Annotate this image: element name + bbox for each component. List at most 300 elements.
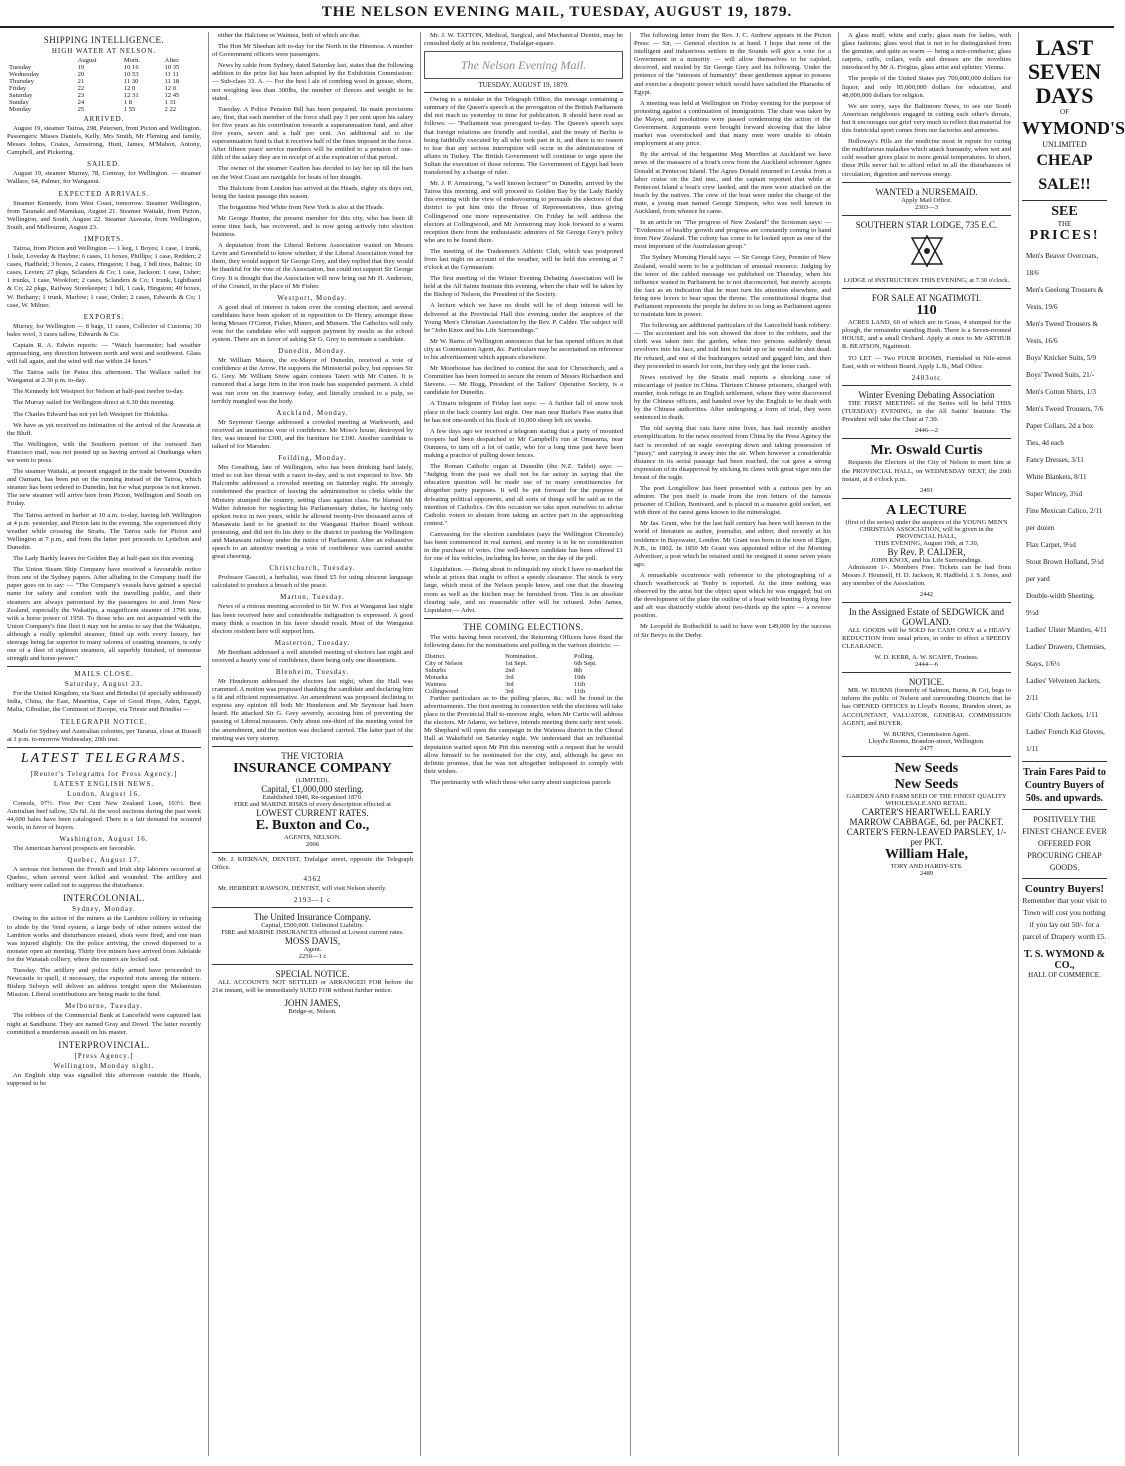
divider <box>1022 878 1107 879</box>
news-paragraph: Mr Henderson addressed the electors last night, when the Hall was crammed. A motion was proposed thanking the candidate and declaring him a fit and efficient representative. An amendment was proposed declining to express any opinion till both Mr Henderson and Mr Seymour had been heard. He attacked Sir G. Grey severely, accusing him of preventing the passing of Liberal measures. Only about one-third of the meeting voted for the amendment, and the motion was declared carried. The latter part of the meeting was very stormy. <box>212 678 413 742</box>
ad-line: (first of the series) under the auspices of the YOUNG MEN'S CHRISTIAN ASSOCIATION, will be given in the PROVINCIAL HALL, <box>845 518 1008 540</box>
arrived-heading: ARRIVED. <box>83 115 125 123</box>
lecture-ad <box>842 503 1011 598</box>
elec-cell: 3rd <box>505 681 514 688</box>
sale-ad <box>842 293 1011 351</box>
ad-line: Lloyd's Rooms, Brandon-street, Wellington. <box>868 737 985 745</box>
ad-big-number: 110 <box>916 302 937 318</box>
elec-cell: 8th <box>574 667 583 674</box>
price-list <box>1022 248 1107 758</box>
divider <box>842 672 1011 673</box>
list-item: Ties, 4d each <box>1026 439 1064 447</box>
news-paragraph: Canvassing for the election candidates (says the Wellington Chronicle) has been commenced in real earnest, and money is to be no consideration in the purchase of votes. One well-known candidate has been offered £1 for one of his vehicles, including his horse, on the day of the poll. <box>424 530 623 563</box>
divider <box>424 92 623 93</box>
debating-ad <box>842 390 1011 434</box>
estate-ad <box>842 607 1011 668</box>
ad-title: FOR SALE AT NGATIMOTI. <box>871 292 982 303</box>
elec-cell: Suburbs <box>425 667 446 674</box>
elec-cell: City of Nelson <box>425 660 463 667</box>
ad-number: 2489 <box>919 869 934 877</box>
ad-line: GARDEN AND FARM SEED OF THE FINEST QUALITY WHOLESALE AND RETAIL. <box>846 792 1007 807</box>
table-row <box>7 85 201 92</box>
tide-cell: Saturday <box>9 92 33 99</box>
news-paragraph: Mr Seymour George addressed a crowded meeting at Warkworth, and received an unanimous vote of confidence. Mr Moss's house, destroyed by fire, was insured for £300, and the furniture for £100. Another candidate is talked of for Marsden. <box>212 418 413 451</box>
elec-cell: 1st Sept. <box>505 660 528 667</box>
table-row <box>7 99 201 106</box>
news-paragraph: The writs having been received, the Returning Officers have fixed the following dates for the nominations and polling in the various districts: — <box>424 633 623 649</box>
list-item: Men's Beaver Overcoats, 18/6 <box>1026 252 1099 277</box>
ad-line: POSITIVELY THE FINEST CHANCE EVER OFFERED FOR PROCURING CHEAP GOODS. <box>1022 815 1107 872</box>
ad-body: THE FIRST MEETING of the Series will be held THIS (TUESDAY) EVENING, in the All Saints' Institute. The President will take the Chair at 7.30. <box>842 400 1011 424</box>
arrived-text: August 19, steamer Tairoa, 298, Petersen, from Picton and Wellington. Passengers: Misses Daniels, Kelly, Mrs Smith, Mr Fleming and family, Messrs Johns, Coates, Armstrong, Hunt, James, M'Mahon, Antony, Campbell, and Pickering. <box>7 125 201 157</box>
ad-line: THE <box>1057 220 1072 228</box>
divider <box>212 964 413 965</box>
table-row <box>7 78 201 85</box>
divider <box>212 907 413 908</box>
dateline: Blenheim, Tuesday. <box>275 668 350 676</box>
list-item: Flax Carpet, 9½d <box>1026 541 1076 549</box>
press-agency-note: [Press Agency.] <box>74 1051 134 1060</box>
table-row <box>424 660 623 667</box>
news-paragraph: News received by the Straits mail reports a shocking case of miscarriage of justice in China. Thirteen Chinese prisoners, charged with murder, took refuge in an English settlement, where they were discovered by the Chinese officers, and handed over by the English to be dealt with by the Chinese authorities. After undergoing a form of trial, they were sentenced to death. <box>634 373 831 422</box>
news-paragraph: Mr George Hunter, the present member for this city, who has been ill some time back, has recovered, and is now going actively into election business. <box>212 214 413 239</box>
ad-line: MOSS DAVIS, <box>284 936 341 947</box>
expected-heading: EXPECTED ARRIVALS. <box>58 189 150 198</box>
expected-text: Steamer Kennedy, from West Coast, tomorrow. Steamer Wellington, from Taranaki and Manukau, August 21. Steamer Waitaki, from Picton, Wellington, and South, August 22. Steamer Atawata, from Wellington, South, and Melbourne, August 23. <box>7 199 201 231</box>
dentist-ad: Mr. HERBERT RAWSON, DENTIST, will visit Nelson shortly. <box>218 884 387 892</box>
sailed-heading: SAILED. <box>87 160 121 169</box>
news-paragraph: The Union Steam Ship Company have received a favourable notice from one of the Sydney papers. After alluding to the Company itself the paper goes on to say: — "The Company's vessels have gained a special name for safety and comfort with the travelling public, and their steamers are always patronised by the passengers to and from New Zealand, especially the Wakatipu, a magnificent steamer of 1796 tons, with a horse power of 1950. To those who are not acquainted with the Union Company's fine fleet it may not be amiss to say that the Wakatipu, although a really splendid steamer, fitted up with every luxury, her steerage being far superior to many saloons of coasting steamers, is only one of a fleet of eighteen steamers, all superbly finished, of immense strength and horse-power." <box>7 566 201 663</box>
column-2 <box>208 32 416 1456</box>
elec-cell: 6th Sept. <box>574 660 597 667</box>
news-paragraph: The Wellington, with the Southern portion of the outward San Francisco mail, was not posted up as having arrived at Onehunga when we went to press. <box>7 440 201 464</box>
news-paragraph: The Charles Edward has not yet left Westport for Hokitika. <box>13 410 169 418</box>
tide-cell: Monday <box>9 106 31 113</box>
news-paragraph: The meeting of the Tradesmen's Athletic Club, which was postponed from last night on account of the weather, will be held this evening at 7 o'clock at the Gymnasium. <box>424 247 623 272</box>
divider <box>842 215 1011 216</box>
telegraph-heading: TELEGRAPH NOTICE. <box>60 717 148 726</box>
elec-col: Nomination. <box>505 653 538 660</box>
news-paragraph: News by cable from Sydney, dated Saturday last, states that the following addition to the prize list has been adopted by the Exhibition Commission: — Sub-class 33. A. — For the best l ale of combing wool in grease, shorn, not weighing less than 300lbs, the number of fleeces and weight to be stated. <box>212 62 413 102</box>
list-item: Men's Tweed Trousers, 7/6 <box>1026 405 1104 413</box>
reuters-note: [Reuter's Telegrams for Press Agency.] <box>30 769 178 778</box>
list-item: Boys' Tweed Suits, 21/- <box>1026 371 1095 379</box>
list-item: White Blankets, 8/11 <box>1026 473 1087 481</box>
ad-line: Capital, £500,000. Unlimited Liability. <box>261 922 364 930</box>
news-paragraph: The brigantine Ned White from New York is also at the Heads. <box>218 203 384 211</box>
news-paragraph: The following are additional particulars of the Lancefield bank robbery: — The accountant and his son showed the door to the robbers, and the clerk was taken into the garden, when two persons suddenly thrust revolvers into his face, and told him to hold up or he would be shot dead. He refused, and one of the bushrangers seized and gagged him, and then they proceeded to search for coin, but they only got the loose cash. <box>634 322 831 370</box>
news-paragraph: The first meeting of the Winter Evening Debating Association will be held at the All Saints Institute this evening, when the chair will be taken by the Bishop of Nelson, the President of the Society. <box>424 275 623 299</box>
ad-line: CARTER'S HEARTWELL EARLY MARROW CABBAGE, 6d. per PACKET. <box>849 806 1004 827</box>
news-paragraph: Liquidation. — Being about to relinquish my stock I have re-marked the whole at prices that ought to effect a speedy clearance. The stock is very large, which most of the Nelson people know, and one that the drawing room as well as the kitchen may be furnished from. This is an absolute clearing sale, and no reasonable offer will be refused. John James, Liquidator.— Advt. <box>424 566 623 614</box>
ad-line: JOHN JAMES, <box>284 998 341 1009</box>
positively-ad <box>1022 814 1107 874</box>
ad-line: W. D. KERR, A. W. SCAIFE, Trustees. <box>874 654 979 662</box>
table-row <box>7 64 201 71</box>
news-paragraph: A glass muff, white and curly; glass mats for ladies, with glass fashions; glass wool that is not to be distinguished from the genuine, and quite as warm — being a non-conductor; glass carpets, cuffs, collars, veils and dresses are the novelties introduced by Mr A. Frogius, glass artist and splinter, Vienna. <box>842 32 1011 72</box>
ad-line: W. BURNS, Commission Agent. <box>883 730 970 738</box>
mails-text: For the United Kingdom, via Suez and Brindisi (if specially addressed) India, China, the East, Mauritius, Cape of Good Hope, Aden, Egypt, Malta, Gibraltar, the Continent of Europe, via Trieste and Brindisi — <box>7 690 201 714</box>
divider <box>842 756 1011 757</box>
tide-cell: 11 30 <box>123 78 139 85</box>
ad-title: SOUTHERN STAR LODGE, 735 E.C. <box>855 219 998 230</box>
news-paragraph: Mr Leopold de Rothschild is said to have won £49,000 by the success of Sir Bevys in the Derby. <box>634 623 831 639</box>
tide-col: August <box>77 57 97 64</box>
list-item: Ladies' Velveteen Jackets, 2/11 <box>1026 677 1101 702</box>
divider <box>1022 809 1107 810</box>
divider <box>212 852 413 853</box>
ad-line: SEE <box>1051 204 1078 219</box>
news-paragraph: Consols, 97½. Five Per Cent New Zealand Loan, 103½. Best Australian beef tallow, 32s 6d. At the wool auctions during the past week 44,600 bales have been catalogued. There is a fair demand for scoured wools, in favor of buyers. <box>7 799 201 831</box>
masthead <box>0 0 1114 28</box>
dateline: Christchurch, Tuesday. <box>269 564 356 573</box>
news-paragraph: The following letter from the Rev. J. C. Andrew appears in the Picton Press: — Sir, — General election is at hand. I hope that none of the intelligent and industrious settlers in the Sounds will give a vote for a Government in a minority — will allow themselves to be cajoled, deceived, and misled by Sir George Grey and his following. Under the pretence of the "interests of humanity" these gentlemen appear to possess and exercise a despotic power which would have satisfied the Pharaohs of Egypt. <box>634 32 831 96</box>
exports-text: Murray, for Wellington — 8 bags, 11 cases, Collector of Customs; 30 bales wool, 3 cases tallow, Edwards & Co. <box>7 322 201 338</box>
ad-line: (LIMITED). <box>295 776 330 784</box>
elec-cell: 3rd <box>505 674 514 681</box>
list-item: Ladies' French Kid Gloves, 1/11 <box>1026 728 1105 753</box>
train-fares-ad <box>1022 766 1107 805</box>
divider <box>842 498 1011 499</box>
column-6 <box>1018 32 1125 1456</box>
news-paragraph: We have as yet received no intimation of the arrival of the Arawata at the Bluff. <box>7 421 201 437</box>
news-paragraph: News of a riotous meeting accorded to Sir W. Fox at Wanganui last night has been received here and considerable indignation is expressed. A good many think a reaction in his favor should result. Most of the Wanganui electors resident here will support him. <box>212 603 413 635</box>
ad-number: 2442 <box>919 591 934 598</box>
news-paragraph: Mr Beetham addressed a well attended meeting of electors last night and received a hearty vote of confidence, there being only one dissentient. <box>212 648 413 664</box>
news-paragraph: Mr William Mason, the ex-Mayor of Dunedin, received a vote of confidence at the Arrow. He supports the Ministerial policy, but opposes Sir G. Grey. Mr William Snow again contests Taieri with Mr Cutten. It is rumored that a large firm in the iron trade has suspended payment. A child was run over on the tramway today, and literally crushed to a pulp, so terribly mangled was the body. <box>212 357 413 405</box>
tide-cell: 10 35 <box>164 64 180 71</box>
tide-cell: 21 <box>77 78 85 85</box>
divider <box>1022 761 1107 762</box>
news-paragraph: Mr Moorhouse has declined to contest the seat for Christchurch, and a Committee has been formed to secure the return of Messrs Richardson and Stevens. — Mr Hogg, President of the Tailors' Operative Society, is a candidate for Dunedin. <box>424 365 623 397</box>
dateline: Sydney, Monday. <box>72 905 136 914</box>
ad-line: FIRE and MARINE INSURANCES effected at Lowest current rates. <box>221 929 404 937</box>
ad-number: 2066 <box>305 840 320 848</box>
ad-title: New Seeds <box>894 776 959 792</box>
victoria-insurance-ad <box>212 751 413 848</box>
elec-col: Polling. <box>574 653 595 660</box>
ad-line: Agent. <box>303 946 322 954</box>
ad-line: Train Fares Paid to Country Buyers of 50s. and upwards. <box>1023 767 1106 804</box>
ad-number: 2491 <box>919 486 934 494</box>
list-item: Men's Tweed Trousers & Vests, 16/6 <box>1026 320 1098 345</box>
ad-title: The United Insurance Company. <box>254 912 371 923</box>
ad-line: JOHN KNOX, and his Life Surroundings. <box>870 556 983 564</box>
column-1 <box>4 32 204 1456</box>
mails-date: Saturday, August 23. <box>64 680 144 689</box>
ad-title: WANTED a NURSEMAID. <box>875 186 978 197</box>
ad-title: A LECTURE <box>886 502 967 518</box>
elec-cell: Waimea <box>425 681 446 688</box>
dateline: Melbourne, Tuesday. <box>65 1002 143 1011</box>
news-paragraph: A deputation from the Liberal Reform Association waited on Messrs Levin and Greenfield to know whether, if the Liberal Association voted for them, they would support Sir George Grey, and they replied that they would be thankful for the vote of the Association, but could not support Sir George Grey. It is thought that the Association will now bring out Mr H. Anderson, of the Council, in the place of Mr Fisher. <box>212 242 413 290</box>
latest-telegrams-heading: LATEST TELEGRAMS. <box>20 750 188 766</box>
news-paragraph: Owing to the action of the miners at the Lambton colliery in refusing to abide by the Vend system, a large body of other miners seized the Lambton works and disturbances ensued, shots were fired, and one man was injured slightly. On the police arriving, the crowd dispersed to a monster open air meeting. Thirty five miners have arrived from Adelaide for the Wanatah colliery, where the miners are locked out. <box>7 915 201 963</box>
list-item: Stout Brown Holland, 5½d per yard <box>1026 558 1104 583</box>
news-paragraph: The poet Longfellow has been presented with a curious pen by an admirer. The pen itself is made from the iron fetters of the famous prisoner of Chillon, Bonivard, and is placed in a massive gold socket, set with three of the rarest gems known to the mineralogist. <box>634 484 831 517</box>
ad-line: TORY AND HARDY-STS. <box>890 862 963 870</box>
ad-line: Bridge-st, Nelson. <box>288 1008 337 1016</box>
news-paragraph: Tuesday. The artillery and police fully armed have proceeded to Newcastle to quell, if necessary, the expected riots among the miners. Bishop Selwyn will deliver an address tonight upon the Melanesian Mission. Liberal contributions are being made to the fund. <box>7 967 201 999</box>
divider <box>7 666 201 667</box>
news-paragraph: The Kennedy left Westport for Nelson at half-past twelve to-day. <box>13 388 185 396</box>
ad-title: In the Assigned Estate of SEDGWICK and GOWLAND. <box>849 607 1004 627</box>
list-item: Ladies' Drawers, Chemises, Stays, 1/6½ <box>1026 643 1106 668</box>
tide-cell: Friday <box>9 85 27 92</box>
tide-cell: 22 <box>77 85 85 92</box>
dateline: Masterton, Tuesday. <box>274 638 351 647</box>
ad-body: Admission 1/-. Members Free. Tickets can be had from Messrs J. Hounsell, H. D. Jackson, R. Hadfield, J. S. Jones, and any member of the Association. <box>842 563 1011 587</box>
tide-col: After. <box>164 57 180 64</box>
divider <box>212 746 413 747</box>
news-paragraph: The Halcione from London has arrived at the Heads, eighty six days out, being the fastest passage this season. <box>212 184 413 200</box>
ad-body: ACRES LAND, 60 of which are in Grass, 4 stumped for the plough, the remainder standing Bush. There is a Seven-roomed HOUSE, and a small Orchard. Apply at once to Mr ARTHUR R. BEATSON, Ngatimoti. <box>842 318 1011 350</box>
wymond-sale-ad <box>1022 35 1125 244</box>
elec-cell: 10th <box>574 674 586 681</box>
ad-line: By Rev. P. CALDER, <box>887 546 966 557</box>
elec-cell: 2nd <box>505 667 515 674</box>
ad-body: MR. W. BURNS (formerly of Salmon, Burns, & Co), begs to inform the public of Nelson and surrounding Districts that he has OPENED OFFICES in Lloyd's Rooms, Brandon street, as ACCOUNTANT, VALUATOR, GENERAL COMMISSION AGENT, and BUYER. <box>842 687 1011 727</box>
elections-table <box>424 653 623 695</box>
news-paragraph: either the Halcione or Waimea, both of which are due. <box>218 32 361 39</box>
ad-title: SEVEN DAYS <box>1027 59 1102 108</box>
divider <box>842 288 1011 289</box>
ad-number: 4362 <box>303 874 322 883</box>
ad-number: 2477 <box>919 744 934 752</box>
divider <box>424 618 623 619</box>
divider <box>842 385 1011 386</box>
lodge-ad <box>842 220 1011 284</box>
elec-col: District. <box>425 653 446 660</box>
intercolonial-heading: INTERCOLONIAL. <box>63 893 145 904</box>
list-item: Double-width Sheeting, 9½d <box>1026 592 1095 617</box>
dateline: Washington, August 16. <box>59 835 149 844</box>
tide-col: Morn. <box>123 57 141 64</box>
news-paragraph: The Murray sailed for Wellington direct at 6.30 this morning. <box>13 399 175 407</box>
ad-line: LODGE of INSTRUCTION THIS EVENING, at 7.30 o'clock. <box>843 276 1010 284</box>
news-paragraph: We are sorry, says the Baltimore News, to see our South American neighbours engaged in cutting each other's throats, but it encourages our grief very much to reflect that material for this fratricidal sport comes from our factories and armories. <box>842 102 1011 135</box>
news-paragraph: A lecture which we have no doubt will be of deep interest will be delivered at the Provincial Hall this evening under the auspices of the Young Men's Christian Association by the Rev. P. Calder. The subject will be "John Knox and his Life Surroundings." <box>424 302 623 334</box>
tide-cell: 12 0 <box>123 85 136 92</box>
news-paragraph: The Lady Barkly leaves for Golden Bay at half-past six this evening. <box>13 555 195 563</box>
table-row <box>7 71 201 78</box>
ad-title: SPECIAL NOTICE. <box>275 969 350 980</box>
news-paragraph: A good deal of interest is taken over the coming election, and several candidates have been spoken of in opposition to Dr Henry, amongst these being Messrs O'Conor, Fisher, Munro, and Munson. The Catholics will only vote for the candidate who will support payment by results as the school system. There are in favor of asking Sir G. Grey to nominate a candidate. <box>212 303 413 344</box>
tide-cell: 12 0 <box>164 85 177 92</box>
news-paragraph: The Roman Catholic organ at Dunedin (the N.Z. Tablet) says: — "Judging from the past we shall not be far astray in saying that the education question will be made use of in many constituencies for altogether party purposes. It will be put forward for the purpose of defeating political opponents, and all sorts of things will be said as to the intention of Catholics. On this occasion we take upon ourselves to advise Catholic voters to abstain from taking an active part in the approaching contest." <box>424 463 623 527</box>
country-buyers-ad <box>1022 883 1107 979</box>
news-paragraph: Professor Gascoit, a herbalist, was fined £5 for using obscene language calculated to produce a breach of the peace. <box>212 574 413 590</box>
column-3 <box>420 32 626 1456</box>
elec-cell: Motueka <box>425 674 448 681</box>
list-item: Men's Geelong Trousers & Vests, 19/6 <box>1026 286 1104 311</box>
ad-number: 2193—1 c <box>293 896 332 905</box>
news-paragraph: An English ship was signalled this afternoon outside the Heads, supposed to be <box>7 1071 201 1087</box>
ad-line: E. Buxton and Co., <box>255 817 370 833</box>
list-item: Super Wincey, 3¾d <box>1026 490 1083 498</box>
news-paragraph: Tuesday. A Police Pension Bill has been prepared. Its main provisions are, first, that each member of the force shall pay 3 per cent upon his salary for five years as his contribution towards a superannuation fund, and after five years, seven and a half per cent. An additional aid to the superannuation fund is that it receives half of the fines imposed in the force. After fifteen years' service members will be entitled to a pension of one-fifth of the salary they are in receipt of at the expiration of that period. <box>212 105 413 162</box>
dateline: Dunedin, Monday. <box>278 347 347 356</box>
tide-cell: Tuesday <box>9 64 32 71</box>
united-insurance-ad <box>212 912 413 960</box>
curtis-ad <box>842 443 1011 493</box>
news-paragraph: The owner of the steamer Grafton has decided to lay her up till the bars on the West Coast are navigable for boats of her draught. <box>212 165 413 181</box>
ad-line: UNLIMITED <box>1042 140 1087 149</box>
elec-cell: 11th <box>574 688 586 695</box>
tide-cell: 23 <box>77 92 85 99</box>
tide-cell: Thursday <box>9 78 34 85</box>
ad-line: THE VICTORIA <box>281 750 344 761</box>
dateline: Westport, Monday. <box>277 293 348 302</box>
imports-heading: IMPORTS. <box>84 234 124 243</box>
news-paragraph: A meeting was held at Wellington on Friday evening for the purpose of protesting against a continuation of immigration. The chair was taken by the Mayor, and resolutions were passed condemning the action of the Government. Arguments were brought forward showing that the labor market was overstocked and that many men were unable to obtain employment at any price. <box>634 99 831 148</box>
ad-line: T. S. WYMOND & CO., <box>1023 949 1106 971</box>
nursemaid-ad <box>842 187 1011 211</box>
dentist-ad: Mr. J. KIERNAN, DENTIST, Trafalgar street, opposite the Telegraph Office. <box>212 855 413 871</box>
paper-title: The Nelson Evening Mail. <box>424 51 623 79</box>
ad-line: OF <box>1060 108 1069 116</box>
dateline: Feilding, Monday. <box>278 454 347 463</box>
ad-line: PRICES! <box>1029 228 1100 243</box>
ad-body: ALL GOODS will be SOLD for CASH ONLY at a HEAVY REDUCTION from usual prices, in order to effect a SPEEDY CLEARANCE. <box>842 627 1011 651</box>
ad-title: INSURANCE COMPANY <box>233 760 392 776</box>
elec-cell: Collingwood <box>425 688 459 695</box>
news-paragraph: A Timaru telegram of Friday last says: — A further fall of snow took place in the back country last night. One man near Burke's Pass states that he has not one-tenth of his flock of 10,000 sheep left six weeks. <box>424 400 623 424</box>
ad-number: 2303—3 <box>914 203 939 211</box>
news-paragraph: By the arrival of the brigantine Meg Merrilies at Auckland we have news of the massacre of a boat's crew from the Auckland schooner Agnes Donald at Pentecost Island. The Agnes Donald returned to Levuka from a labor cruise on the 2nd inst., and the captain reported that while at Pentecost Island a boat's crew landed, and the men were attacked on the beach by the natives. The crew of the boat were under the charge of the mate, a young man named George Simpson, who was well known in Auckland, from whence he came. <box>634 151 831 215</box>
masonic-emblem-icon <box>909 233 945 269</box>
high-water-table <box>7 57 201 113</box>
news-paragraph: Further particulars as to the polling places, &c. will be found in the advertisements. The first meeting in connection with the elections will take place in the Provincial Hall to-morrow night, when Mr Curtis will address the electors. Mr Adams, we believe, intends meeting them early next week. Mr Shephard will open the campaign in the Waimea district in the Choral Hall at Wakefield on Saturday night. We understand that an influential deputation waited upon Mr Pitt this morning with a request that he would allow himself to be nominated for the city, and, although he gave no definite promise, that he was not altogether indisposed to comply with their wishes. <box>424 695 623 775</box>
list-item: Fancy Dresses, 3/11 <box>1026 456 1084 464</box>
dateline: Marton, Tuesday. <box>280 593 345 602</box>
ad-line: CARTER'S FERN-LEAVED PARSLEY, 1/- per PKT. <box>846 826 1007 847</box>
list-item: Fine Mexican Calico, 2/11 per dozen <box>1026 507 1103 532</box>
ad-title: WYMOND'S <box>1022 118 1125 138</box>
mails-heading: MAILS CLOSE. <box>74 670 134 679</box>
ad-line: THIS EVENING, August 19th, at 7.30, <box>874 539 979 547</box>
news-paragraph: The Tairoa sails for Patea this afternoon. The Wallace sailed for Wanganui at 2.30 p.m. to-day. <box>7 369 201 385</box>
sailed-text: August 19, steamer Murray, 78, Conway, for Wellington. — steamer Wallace, 64, Palmer, for Wanganui. <box>7 170 201 186</box>
tide-cell: 12 45 <box>164 92 180 99</box>
news-paragraph: The steamer Waitaki, at present engaged in the trade between Dunedin and Oamaru, has been put on the running instead of the Tairoa, which steamer has been ordered to Dunedin, but for what purpose is not known. The new steamer will arrive here from Picton, Wellington and South on Friday. <box>7 468 201 508</box>
elec-cell: 11th <box>574 681 586 688</box>
dateline: London, August 16. <box>67 789 141 798</box>
ad-title: NOTICE. <box>908 677 945 688</box>
divider <box>842 602 1011 603</box>
divider <box>842 182 1011 183</box>
list-item: Girls' Cloth Jackets, 1/11 <box>1026 711 1099 719</box>
high-water-heading: HIGH WATER AT NELSON. <box>51 47 157 55</box>
divider <box>1022 200 1107 201</box>
ad-line: William Hale, <box>885 846 968 862</box>
divider <box>842 438 1011 439</box>
table-row <box>7 106 201 113</box>
news-paragraph: The Sydney Morning Herald says: — Sir George Grey, Premier of New Zealand, would seem to be a politician of unusual resource. Judging by the tenor of the cabled message we published on Thursday, when his influence waned in Parliament he is not disconcerted, but merely accepts the fact as an indication that he must turn his attention elsewhere, and bring new levers to bear upon the throne. The constitutional dogma that Parliament represents the people he defers to so long as Parliament agrees to maintain him in power. <box>634 254 831 319</box>
ad-line: FIRE and MARINE RISKS of every description effected at <box>234 800 391 808</box>
table-row <box>424 681 623 688</box>
ad-line: Capital, £1,000,000 sterling. <box>261 783 364 794</box>
ad-line: Established 1849, Re-organised 1870. <box>262 793 363 801</box>
masthead-title: THE NELSON EVENING MAIL, TUESDAY, AUGUST 19, 1879. <box>321 4 793 20</box>
ad-title: New Seeds <box>894 760 959 776</box>
tide-cell: Sunday <box>9 99 29 106</box>
news-paragraph: Captain R. A. Edwin reports: — "Watch barometer; bad weather approaching, any direction between north and west and southwest. Glass will fall again, and the wind will rise within 24 hours." <box>7 341 201 366</box>
ad-line: AGENTS, NELSON. <box>284 833 341 841</box>
ad-number: 2403otc <box>911 374 942 383</box>
list-item: Paper Collars, 2d a box <box>1026 422 1094 430</box>
elec-cell: 3rd <box>505 688 514 695</box>
list-item: Ladies' Ulster Mantles, 4/11 <box>1026 626 1107 634</box>
table-row <box>7 92 201 99</box>
news-paragraph: The old saying that cats have nine lives, has had recently another exemplification. In the news received from China by the Press Agency the fact is recorded of an eagle swooping down and taking possession of "pussy," and carrying it away into the air. When however a considerable distance in its aerial passage had been reached, the cat gave a strong expression of its disapproval by sticking its claws with great vigor into the breast of the eagle. <box>634 425 831 481</box>
news-paragraph: Mrs Greathing, late of Wellington, who has been drinking hard lately, tried to cut her throat with a razor to-day, and is not expected to live. Mr Halcombe addressed a crowded meeting on Saturday night. He strongly condemned the practice of leaving the administration to clerks while the Ministry stumped the country, setting class against class. He blamed Mr Walter Johnston for neglecting his Parliamentary duties, he having only spoken twice in two years, while he allowed twenty-five thousand acres of Manawatu land to be granted to the Wanganui Harbor Board without protesting, and did not do his duty to the district in pushing the Wellington and Manawatu railway under the notice of Parliament. After an exhaustive speech to an attentive meeting a vote of confidence was carried amidst great cheering. <box>212 464 413 561</box>
tide-cell: Wednesday <box>9 71 40 78</box>
list-item: Men's Cotton Shirts, 1/3 <box>1026 388 1096 396</box>
list-item: Boys' Knicker Suits, 5/9 <box>1026 354 1096 362</box>
ad-title: Mr. Oswald Curtis <box>870 443 983 459</box>
news-paragraph: Mr. J. P. Armstrong, "a well known lecturer" in Dunedin, arrived by the Tairoa this morning, and will proceed to Golden Bay by the Lady Barkly this evening with the view of endeavouring to persuade the electors of that district to put him into the House of Representatives, thus giving Collingwood one more representative. On Friday he will address the electors at Collingwood, and Mr Armstrong may look forward to a warm reception there from the enthusiastic admirers of Sir George Grey's policy who are to be found there. <box>424 180 623 244</box>
tide-cell: 11 18 <box>164 78 180 85</box>
dateline: Quebec, August 17. <box>67 856 141 865</box>
news-paragraph: Mr Jas. Grant, who for the last half century has been well known in the world of literature as author, journalist, and editor, died recently at his residence in Bayswater, London. Mr Grant was born in the town of Elgin, N.B., in 1802. In 1850 Mr Grant was appointed editor of the Morning Advertiser, a post which he retained until he resigned it some seven years ago. <box>634 520 831 568</box>
table-row <box>424 674 623 681</box>
dateline: Auckland, Monday. <box>276 408 349 417</box>
column-4 <box>630 32 834 1456</box>
tide-cell: 12 31 <box>123 92 139 99</box>
news-paragraph: Owing to a mistake in the Telegraph Office, the message containing a summary of the Queen's speech at the prorogation of the British Parliament did not reach us yesterday in time for publication. It should have read as follows: — "Parliament was prorogued to-day. The Queen's speech says that foreign relations are friendly and cordial, and the treaty of Berlin is being faithfully executed by all who took part in it, and there is no reason to fear that any serious interruption will occur in the administration of affairs in Turkey. The British Government will continue to urge upon the Sultan the execution of those reforms. The Government of Egypt had been transferred by a change of ruler. <box>424 96 623 177</box>
ad-line: HALL OF COMMERCE. <box>1028 971 1101 979</box>
tide-cell: 10 16 <box>123 64 139 71</box>
tide-cell: 20 <box>77 71 85 78</box>
divider <box>7 747 201 748</box>
telegraph-text: Mails for Sydney and Australian colonies, per Tararua, close at Russell at 1 p.m. to-morrow Wednesday, 20th inst. <box>7 727 201 743</box>
ad-number: 2444—6 <box>914 661 939 669</box>
tide-cell: 10 53 <box>123 71 139 78</box>
burns-notice-ad <box>842 677 1011 751</box>
tide-cell: 1 8 <box>123 99 133 106</box>
ad-title: LAST <box>1035 35 1094 60</box>
interprovincial-heading: INTERPROVINCIAL. <box>58 1039 150 1050</box>
tide-cell: 1 31 <box>164 99 177 106</box>
ad-body: ALL ACCOUNTS NOT SETTLED or ARRANGED FOR before the 21st instant, will be immediately SUED FOR without further notice. <box>212 979 413 995</box>
tide-cell: 19 <box>77 64 85 71</box>
ad-number: 2250—1 c <box>298 953 327 961</box>
ad-title: Winter Evening Debating Association <box>858 390 995 401</box>
seeds-ad <box>842 761 1011 877</box>
news-paragraph: Mr W. Burns of Wellington announces that he has opened offices in that city as Commission Agent, &c. Particulars may be ascertained on reference to his advertisement which appears elsewhere. <box>424 337 623 361</box>
to-let-ad: TO LET — Two FOUR ROOMS, Furnished in Nile-street East, with or without Board. Apply L.B., Mail Office. <box>842 354 1011 371</box>
ad-line: LOWEST CURRENT RATES. <box>256 807 369 818</box>
imports-text: Tairoa, from Picton and Wellington — 1 keg, 1 Boyes; 1 case, 1 trunk, 1 bale, Loveday & Haybne; 6 cases, 11 boxes, Phillips; 1 case, Redden; 2 cases, Hadfield; 3 boxes, 2 cases, Hingston; 1 bag, 1 bdl tires, Baline; 10 cases, Levien; 27 pkgs, Sclanders & Co; 1 case, Jackson; 1 case, Usher; 1 trunks, 1 case, Wookfort; 2 cases, Sclanders & Co; 1 trunk, Lightband & Co; 22 pkgs, Railway Storekeeper; 1 bdl, 1 cask, Hingston; 40 boxes, W. Bethany; 1 trunk, Marlow; 1 case, Order; 2 cases, Edwards & Co; 1 case, W. Milner. <box>7 244 201 309</box>
news-paragraph: The robbers of the Commercial Bank at Lancefield were captured last night at Sandhurst. They are named Gray and Dowd. The latter recently committed a murderous assault on his master. <box>7 1012 201 1036</box>
dentist-ad: Mr. J. W. TATTON, Medical, Surgical, and Mechanical Dentist, may be consulted daily at his residence, Trafalgar-square. <box>424 32 623 48</box>
shipping-heading: SHIPPING INTELLIGENCE. <box>43 35 165 45</box>
news-paragraph: The American harvest prospects are favorable. <box>13 845 136 853</box>
english-news-heading: LATEST ENGLISH NEWS. <box>53 779 155 788</box>
news-paragraph: The Tairoa arrived in harbor at 10 a.m. to-day, having left Wellington at 4 p.m. yesterday, and Picton late in the evening. She experienced dirty weather while crossing the Straits. The Tairoa sails for Picton and Wellington at 7 p.m., and from the latter port proceeds to Lyttelton and Dunedin. <box>7 511 201 551</box>
ad-body: Requests the Electors of the City of Nelson to meet him at the PROVINCIAL HALL, on WEDNESDAY NEXT, the 20th instant, at 8 o'clock p.m. <box>842 459 1011 483</box>
news-paragraph: A few days ago we received a telegram stating that a party of mounted troopers had been despatched to Mr Campbell's run at Omarama, near Ounuera, to turn off a lot of cattle, who for a long time past have been making a practice of pulling down fences. <box>424 427 623 460</box>
tide-cell: 25 <box>77 106 85 113</box>
tide-cell: 24 <box>77 99 85 106</box>
ad-line: Remember that your visit to Town will cost you nothing if you lay out 50/- for a parcel of Drapery worth £5. <box>1022 896 1107 941</box>
tide-cell: 1 55 <box>123 106 136 113</box>
table-row <box>424 667 623 674</box>
paper-date: TUESDAY, AUGUST 19, 1879. <box>478 81 569 90</box>
ad-line: Apply Mail Office. <box>901 196 952 204</box>
column-5 <box>838 32 1014 1456</box>
